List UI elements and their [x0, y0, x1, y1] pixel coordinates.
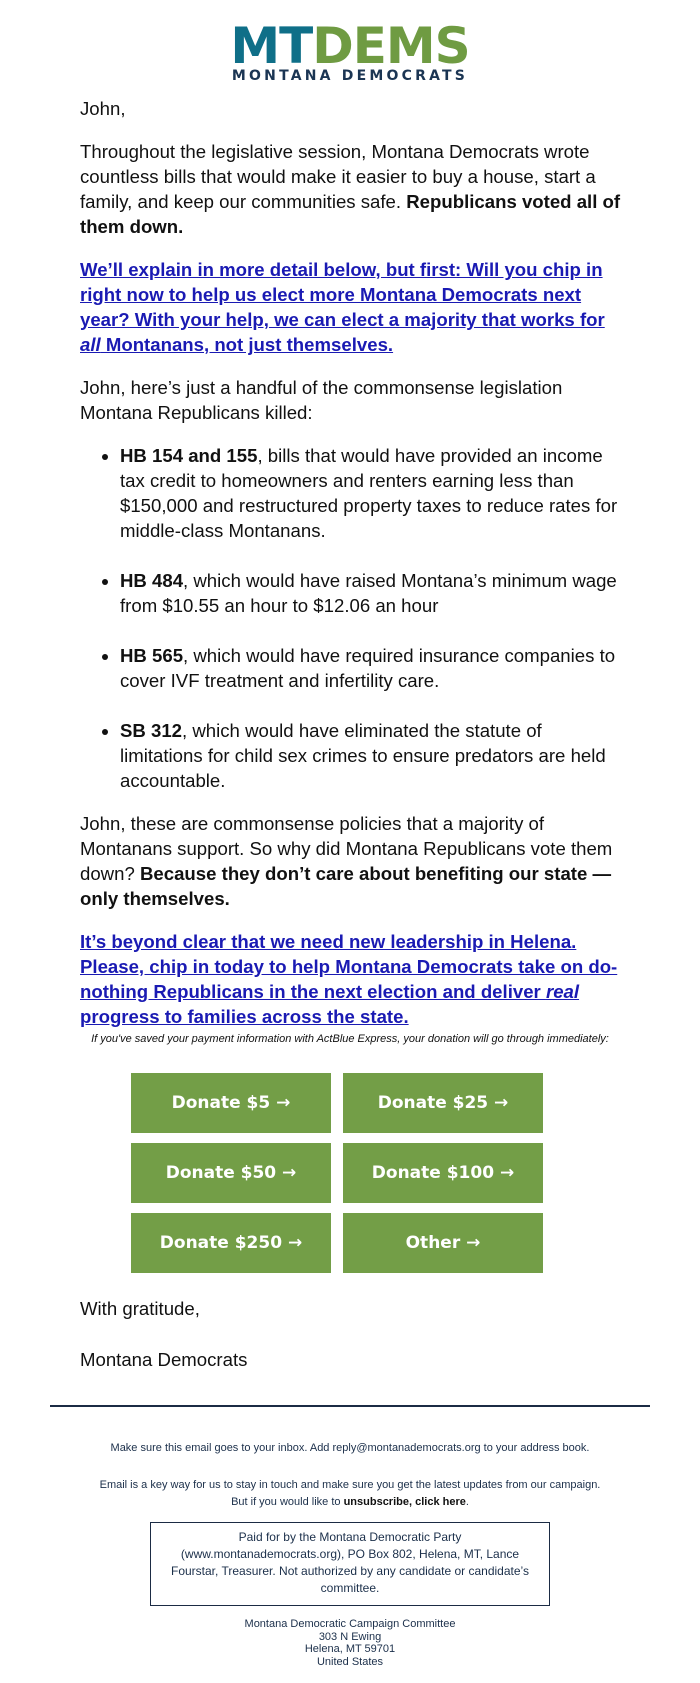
unsub-prefix: But if you would like to	[231, 1496, 344, 1508]
intro-text: Throughout the legislative session, Montana Democrats wrote countless bills that would make it easier to buy a house, start a family, and keep our communities safe.	[80, 141, 596, 212]
logo-mt: MT	[230, 17, 313, 75]
greeting: John,	[80, 98, 126, 119]
bill-number: HB 565	[120, 645, 184, 666]
bill-description: , which would have required insurance companies to cover IVF treatment and infertility care.	[120, 645, 616, 691]
inbox-note: Make sure this email goes to your inbox. Add reply@montanademocrats.org to your address book.	[110, 1442, 590, 1454]
mailing-address	[0, 1618, 700, 1668]
signoff-sender: Montana Democrats	[80, 1349, 248, 1370]
donate-50-button[interactable]: Donate $50 →	[131, 1143, 331, 1203]
address-line: United States	[316, 1655, 384, 1668]
donate-link-2[interactable]	[80, 931, 617, 1027]
intro-paragraph	[80, 139, 625, 239]
logo-subtitle: MONTANA DEMOCRATS	[231, 68, 469, 84]
intro-bold: Republicans voted all of them down.	[80, 191, 621, 237]
donate-5-button[interactable]: Donate $5 →	[131, 1073, 331, 1133]
donate-other-button[interactable]: Other →	[343, 1213, 543, 1273]
bill-number: SB 312	[120, 720, 183, 741]
paid-for-disclaimer: Paid for by the Montana Democratic Party (www.montanademocrats.org), PO Box 802, Helena, MT, Lance Fourstar, Treasurer. Not authorized by any candidate or candidate’s committee.	[150, 1522, 550, 1606]
closing-paragraph	[80, 811, 625, 911]
closing-text: John, these are commonsense policies that a majority of Montanans support. So why did Montana Republicans vote them down?	[80, 813, 613, 884]
bill-list	[80, 443, 625, 793]
bill-item	[120, 443, 625, 543]
bill-item	[120, 643, 625, 693]
bill-number: HB 484	[120, 570, 184, 591]
closing-bold: Because they don’t care about benefiting our state — only themselves.	[80, 863, 612, 909]
unsubscribe-link[interactable]: unsubscribe, click here	[343, 1496, 466, 1508]
link2-text-b[interactable]: progress to families across the state.	[80, 1006, 409, 1027]
bill-number: HB 154 and 155	[120, 445, 258, 466]
bill-description: , which would have eliminated the statute of limitations for child sex crimes to ensure predators are held accountable.	[120, 720, 606, 791]
unsub-suffix: .	[465, 1496, 469, 1508]
mtdems-logo[interactable]	[0, 17, 700, 84]
signoff-gratitude: With gratitude,	[80, 1298, 200, 1319]
bill-item	[120, 718, 625, 793]
bill-description: , bills that would have provided an income tax credit to homeowners and renters earning less than $150,000 and restructured property taxes to reduce rates for middle-class Montanans.	[120, 445, 618, 541]
footer	[0, 1440, 700, 1511]
address-line: 303 N Ewing	[318, 1630, 382, 1643]
donate-100-button[interactable]: Donate $100 →	[343, 1143, 543, 1203]
stay-in-touch-note: Email is a key way for us to stay in touch and make sure you get the latest updates from our campaign.	[99, 1479, 601, 1491]
donate-button-grid	[131, 1073, 543, 1273]
link1-emphasis[interactable]: all	[80, 334, 101, 355]
email-body	[80, 96, 625, 1047]
bill-item	[120, 568, 625, 618]
unsubscribe-line	[0, 1494, 700, 1511]
link1-text-a[interactable]: We’ll explain in more detail below, but first: Will you chip in right now to help us elect more Montana Democrats next year? With your help, we can elect a majority that works for	[80, 259, 605, 330]
donate-link-paragraph-1	[80, 257, 625, 357]
link1-text-b[interactable]: Montanans, not just themselves.	[100, 334, 394, 355]
link2-text-a[interactable]: It’s beyond clear that we need new leadership in Helena. Please, chip in today to help Montana Democrats take on do-nothing Republicans in the next election and deliver	[80, 931, 618, 1002]
actblue-express-note: If you've saved your payment information with ActBlue Express, your donation will go through immediately:	[91, 1033, 609, 1045]
address-line: Montana Democratic Campaign Committee	[244, 1618, 456, 1630]
donate-250-button[interactable]: Donate $250 →	[131, 1213, 331, 1273]
donate-link-1[interactable]	[80, 259, 605, 355]
address-line: Helena, MT 59701	[304, 1643, 396, 1655]
link2-emphasis[interactable]: real	[545, 981, 580, 1002]
bill-description: , which would have raised Montana’s minimum wage from $10.55 an hour to $12.06 an hour	[120, 570, 617, 616]
list-intro: John, here’s just a handful of the commonsense legislation Montana Republicans killed:	[80, 377, 563, 423]
logo-wordmark	[0, 17, 700, 75]
logo-dems: DEMS	[312, 17, 470, 75]
footer-divider	[50, 1405, 650, 1407]
signoff	[80, 1296, 247, 1398]
donate-link-paragraph-2	[80, 929, 625, 1029]
donate-25-button[interactable]: Donate $25 →	[343, 1073, 543, 1133]
